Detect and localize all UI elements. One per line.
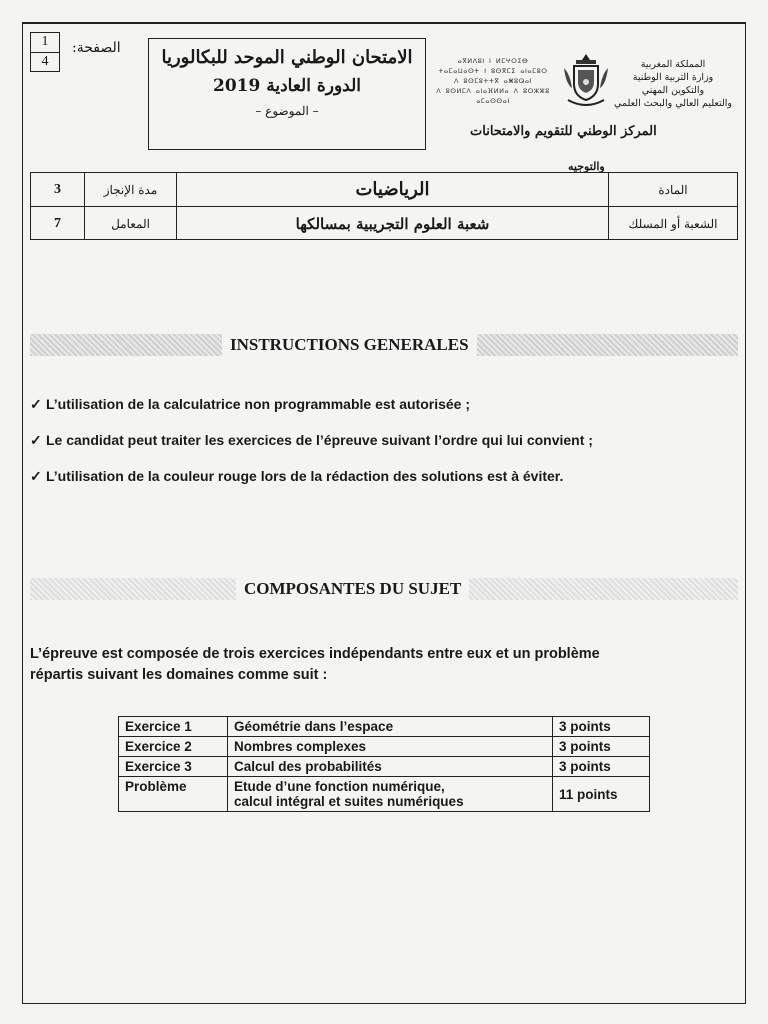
subject-label: المادة (658, 182, 688, 197)
exercise-points: 3 points (553, 737, 650, 757)
exercise-domain: Etude d’une fonction numérique, calcul intégral et suites numériques (228, 777, 553, 812)
table-row (119, 777, 650, 812)
exercise-name: Problème (119, 777, 228, 812)
branch-row (31, 206, 737, 240)
branch-label: الشعبة أو المسلك (628, 216, 718, 231)
page-total: 4 (41, 54, 49, 69)
instruction-item: ✓ L’utilisation de la calculatrice non programmable est autorisée ; (30, 396, 471, 412)
ministry-text: المملكة المغربية وزارة التربية الوطنية والتكوين المهني والتعليم العالي والبحث العلمي (614, 59, 732, 109)
instruction-item: ✓ L’utilisation de la couleur rouge lors de la rédaction des solutions est à éviter. (30, 468, 564, 484)
exercise-points: 3 points (553, 757, 650, 777)
exercise-name: Exercice 2 (119, 737, 228, 757)
instructions-heading-band (30, 334, 738, 356)
components-heading: COMPOSANTES DU SUJET (236, 578, 469, 600)
exercise-name: Exercice 1 (119, 717, 228, 737)
coef-value: 7 (31, 207, 85, 240)
session-title: الدورة العادية 2019 (212, 76, 362, 96)
table-row (119, 737, 650, 757)
branch-name: شعبة العلوم التجريبية بمسالكها (177, 207, 609, 240)
exercise-domain: Calcul des probabilités (228, 757, 553, 777)
subject-name: الرياضيات (177, 173, 609, 206)
table-row (119, 757, 650, 777)
exercise-points: 3 points (553, 717, 650, 737)
exercise-domain: Nombres complexes (228, 737, 553, 757)
page-current: 1 (31, 33, 59, 53)
checkmark-icon: ✓ (30, 432, 42, 448)
duration-label: مدة الإنجاز (85, 173, 177, 206)
subject-tag: – الموضوع – (255, 104, 319, 118)
instructions-heading: INSTRUCTIONS GENERALES (222, 334, 477, 356)
exam-title: الامتحان الوطني الموحد للبكالوريا (161, 47, 413, 68)
subject-table (30, 172, 738, 240)
table-row (119, 717, 650, 737)
exercise-domain: Géométrie dans l’espace (228, 717, 553, 737)
exercise-points: 11 points (553, 777, 650, 812)
coef-label: المعامل (85, 207, 177, 240)
page-number-box (30, 32, 60, 72)
tifinagh-ministry-text: ⴰⴳⵍⴷⵓⵏ ⵏ ⵍⵎⵖⵔⵉⴱ ⵜⴰⵎⴰⵡⴰⵙⵜ ⵏ ⵓⵙⴳⵎⵉ ⴰⵏⴰⵎⵓⵔ ⴷ ⵓⵙⵎⵓⵜⵜⴳ ⴰⵥⵓⵕⴰⵏ ⴷ ⵓⵙⵍⵎⴷ ⴰⵏⴰⴼⵍⵍⴰ ⴷ ⵓⵔⵣⵣⵓ ⴰⵎⴰⵙⵙⴰⵏ (436, 57, 550, 105)
components-intro: L’épreuve est composée de trois exercices indépendants entre eux et un problème répartis suivant les domaines comme suit : (30, 646, 600, 683)
components-table (118, 716, 650, 812)
exercise-name: Exercice 3 (119, 757, 228, 777)
national-centre: المركز الوطني للتقويم والامتحانات (470, 124, 657, 139)
checkmark-icon: ✓ (30, 396, 42, 412)
exam-title-box (148, 38, 426, 150)
duration-value: 3 (31, 173, 85, 206)
components-heading-band (30, 578, 738, 600)
orientation-text: والتوجيه (568, 160, 605, 173)
checkmark-icon: ✓ (30, 468, 42, 484)
page-label: الصفحة: (72, 40, 121, 56)
royal-emblem-icon (562, 52, 610, 108)
subject-row (31, 173, 737, 206)
page-frame (22, 22, 746, 1004)
instruction-item: ✓ Le candidat peut traiter les exercices de l’épreuve suivant l’ordre qui lui convient ; (30, 432, 593, 448)
